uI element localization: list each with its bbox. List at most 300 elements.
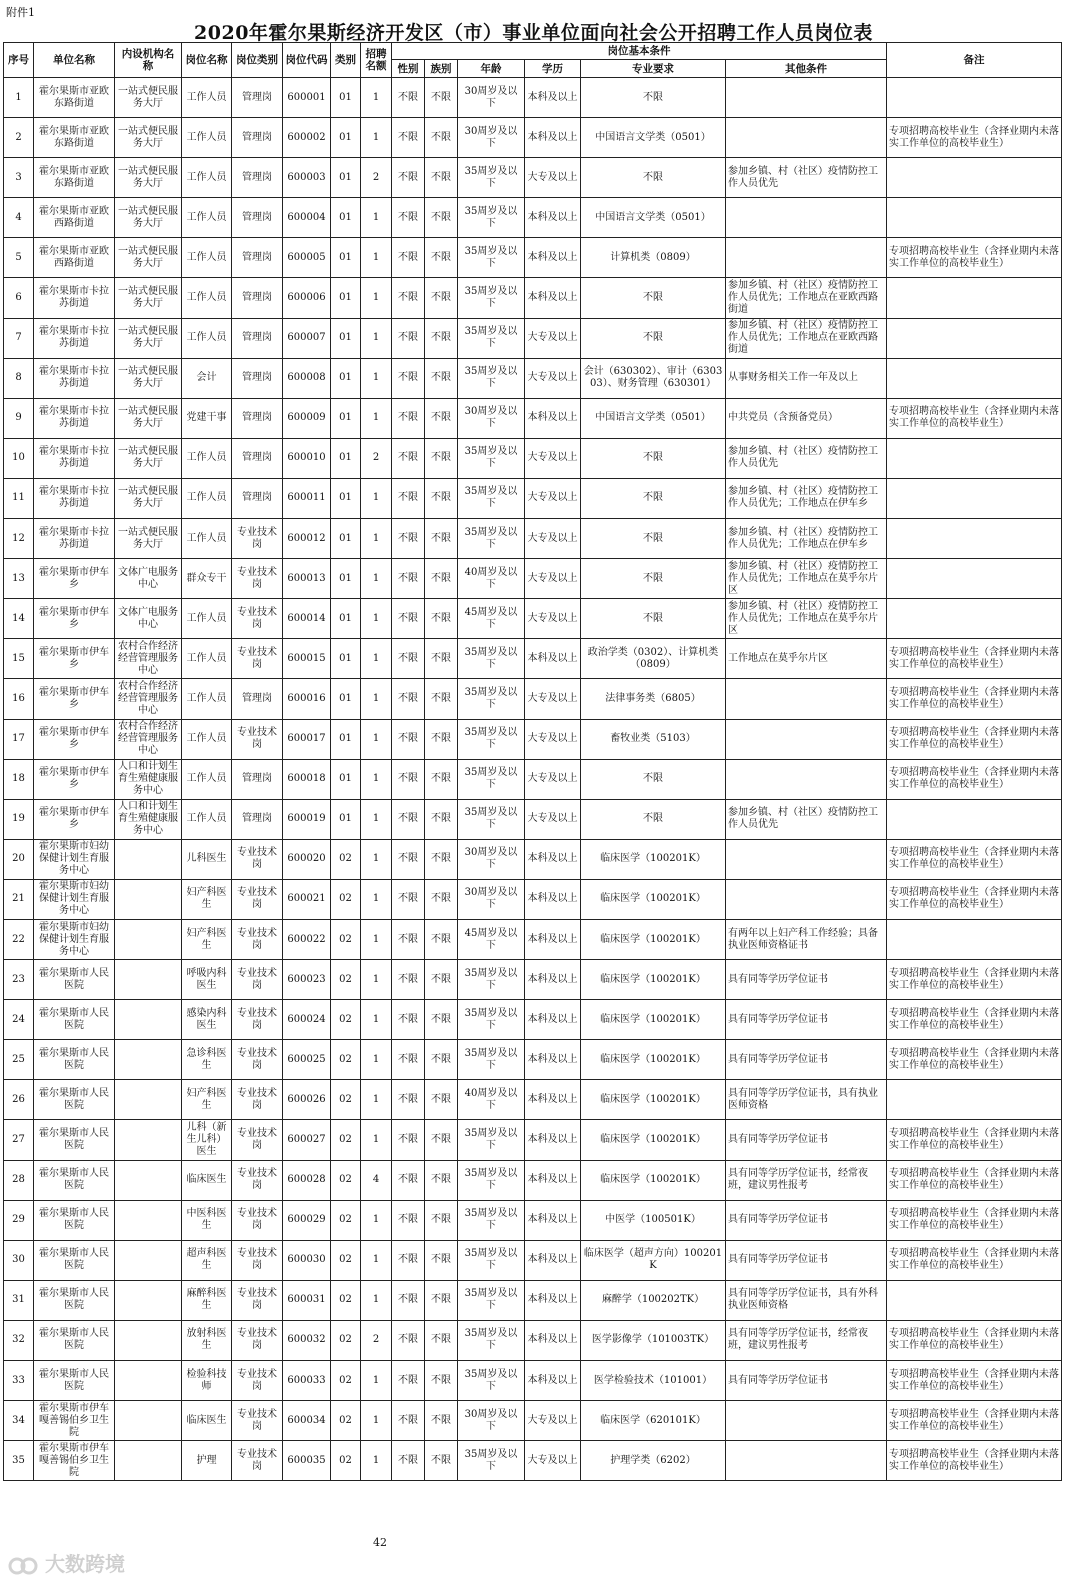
cell-major: 中医学（100501K） [581,1200,726,1240]
cell-post: 妇产科医生 [182,879,232,919]
cell-cat: 02 [331,1040,361,1080]
cell-type: 管理岗 [232,478,283,518]
cell-age: 35周岁及以下 [458,438,525,478]
cell-unit: 霍尔果斯市卡拉苏街道 [34,478,115,518]
cell-cat: 02 [331,1320,361,1360]
cell-note [887,559,1062,599]
cell-note [887,78,1062,118]
cell-unit: 霍尔果斯市人民医院 [34,1040,115,1080]
cell-note [887,278,1062,318]
cell-unit: 霍尔果斯市人民医院 [34,1000,115,1040]
cell-other: 参加乡镇、村（社区）疫情防控工作人员优先；工作地点在伊车乡 [726,519,887,559]
cell-other: 工作地点在莫乎尔片区 [726,639,887,679]
cell-age: 35周岁及以下 [458,960,525,1000]
cell-major: 不限 [581,278,726,318]
cell-note [887,799,1062,839]
cell-age: 30周岁及以下 [458,839,525,879]
cell-unit: 霍尔果斯市妇幼保健计划生育服务中心 [34,839,115,879]
cell-note: 专项招聘高校毕业生（含择业期内未落实工作单位的高校毕业生） [887,1401,1062,1441]
cell-ethnic: 不限 [425,1361,458,1401]
cell-other [726,1441,887,1481]
cell-age: 30周岁及以下 [458,78,525,118]
cell-post: 临床医生 [182,1160,232,1200]
cell-count: 1 [361,1120,392,1160]
cell-cat: 01 [331,799,361,839]
cell-post: 工作人员 [182,318,232,358]
cell-ethnic: 不限 [425,478,458,518]
cell-type: 专业技术岗 [232,1040,283,1080]
cell-type: 专业技术岗 [232,1441,283,1481]
cell-ethnic: 不限 [425,1401,458,1441]
cell-post: 工作人员 [182,799,232,839]
cell-seq: 3 [4,158,34,198]
cell-age: 35周岁及以下 [458,1441,525,1481]
cell-cat: 02 [331,1000,361,1040]
cell-other: 参加乡镇、村（社区）疫情防控工作人员优先；工作地点在莫乎尔片区 [726,599,887,639]
cell-code: 600033 [283,1361,331,1401]
cell-code: 600009 [283,398,331,438]
cell-code: 600004 [283,198,331,238]
cell-post: 放射科医生 [182,1320,232,1360]
cell-note: 专项招聘高校毕业生（含择业期内未落实工作单位的高校毕业生） [887,1160,1062,1200]
cell-unit: 霍尔果斯市人民医院 [34,960,115,1000]
table-row [4,1441,1062,1481]
cell-type: 管理岗 [232,118,283,158]
cell-dept [115,960,182,1000]
cell-age: 35周岁及以下 [458,198,525,238]
cell-dept [115,1441,182,1481]
cell-edu: 本科及以上 [525,960,581,1000]
cell-dept [115,1080,182,1120]
cell-type: 管理岗 [232,799,283,839]
cell-cat: 02 [331,1160,361,1200]
cell-post: 中医科医生 [182,1200,232,1240]
cell-dept: 一站式便民服务大厅 [115,278,182,318]
table-row [4,799,1062,839]
cell-major: 护理学类（6202） [581,1441,726,1481]
attachment-label: 附件1 [6,6,35,19]
cell-edu: 大专及以上 [525,559,581,599]
cell-seq: 25 [4,1040,34,1080]
cell-unit: 霍尔果斯市人民医院 [34,1120,115,1160]
cell-post: 工作人员 [182,238,232,278]
cell-seq: 27 [4,1120,34,1160]
cell-unit: 霍尔果斯市亚欧东路街道 [34,78,115,118]
cell-age: 40周岁及以下 [458,559,525,599]
cell-post: 超声科医生 [182,1240,232,1280]
cell-unit: 霍尔果斯市伊车乡 [34,679,115,719]
cell-type: 管理岗 [232,158,283,198]
cell-unit: 霍尔果斯市人民医院 [34,1080,115,1120]
header-code: 岗位代码 [283,43,331,78]
cell-edu: 本科及以上 [525,1200,581,1240]
cell-dept: 农村合作经济经营管理服务中心 [115,719,182,759]
cell-note: 专项招聘高校毕业生（含择业期内未落实工作单位的高校毕业生） [887,1361,1062,1401]
cell-ethnic: 不限 [425,238,458,278]
cell-cat: 01 [331,519,361,559]
cell-post: 检验科技师 [182,1361,232,1401]
cell-code: 600024 [283,1000,331,1040]
cell-code: 600023 [283,960,331,1000]
cell-count: 1 [361,118,392,158]
cell-dept: 一站式便民服务大厅 [115,318,182,358]
cell-code: 600031 [283,1280,331,1320]
cell-type: 专业技术岗 [232,559,283,599]
cell-unit: 霍尔果斯市伊车乡 [34,599,115,639]
job-table [3,42,1062,1481]
cell-other [726,198,887,238]
cell-unit: 霍尔果斯市人民医院 [34,1160,115,1200]
cell-other [726,679,887,719]
cell-code: 600016 [283,679,331,719]
cell-post: 工作人员 [182,639,232,679]
cell-count: 1 [361,559,392,599]
cell-seq: 14 [4,599,34,639]
cell-type: 管理岗 [232,679,283,719]
cell-other: 具有同等学历学位证书 [726,1200,887,1240]
table-row [4,1280,1062,1320]
cell-code: 600032 [283,1320,331,1360]
cell-type: 管理岗 [232,318,283,358]
header-ethnic: 族别 [425,60,458,78]
cell-other: 具有同等学历学位证书，经常夜班，建议男性报考 [726,1320,887,1360]
cell-count: 1 [361,1401,392,1441]
cell-other: 参加乡镇、村（社区）疫情防控工作人员优先 [726,158,887,198]
cell-seq: 20 [4,839,34,879]
cell-ethnic: 不限 [425,358,458,398]
cell-post: 工作人员 [182,519,232,559]
cell-other: 参加乡镇、村（社区）疫情防控工作人员优先；工作地点在亚欧西路街道 [726,278,887,318]
cell-unit: 霍尔果斯市伊车乡 [34,559,115,599]
cell-unit: 霍尔果斯市卡拉苏街道 [34,278,115,318]
cell-gender: 不限 [392,1441,425,1481]
cell-count: 1 [361,599,392,639]
cell-unit: 霍尔果斯市伊车嘎善锡伯乡卫生院 [34,1401,115,1441]
cell-ethnic: 不限 [425,759,458,799]
cell-post: 妇产科医生 [182,1080,232,1120]
cell-count: 1 [361,238,392,278]
cell-ethnic: 不限 [425,1320,458,1360]
cell-dept: 一站式便民服务大厅 [115,198,182,238]
cell-code: 600029 [283,1200,331,1240]
cell-note: 专项招聘高校毕业生（含择业期内未落实工作单位的高校毕业生） [887,1320,1062,1360]
cell-code: 600012 [283,519,331,559]
cell-seq: 29 [4,1200,34,1240]
cell-edu: 本科及以上 [525,1120,581,1160]
cell-code: 600015 [283,639,331,679]
cell-cat: 02 [331,1401,361,1441]
cell-code: 600008 [283,358,331,398]
cell-age: 35周岁及以下 [458,318,525,358]
cell-gender: 不限 [392,759,425,799]
cell-post: 工作人员 [182,679,232,719]
table-row [4,318,1062,358]
cell-other: 具有同等学历学位证书 [726,1361,887,1401]
cell-cat: 02 [331,1441,361,1481]
cell-count: 1 [361,78,392,118]
cell-cat: 01 [331,78,361,118]
cell-note [887,478,1062,518]
table-row [4,118,1062,158]
cell-code: 600026 [283,1080,331,1120]
cell-type: 专业技术岗 [232,719,283,759]
table-row [4,759,1062,799]
cell-major: 医学检验技术（101001） [581,1361,726,1401]
cell-unit: 霍尔果斯市伊车嘎善锡伯乡卫生院 [34,1441,115,1481]
cell-unit: 霍尔果斯市人民医院 [34,1320,115,1360]
header-age: 年龄 [458,60,525,78]
table-row [4,238,1062,278]
cell-seq: 16 [4,679,34,719]
cell-edu: 本科及以上 [525,118,581,158]
cell-type: 管理岗 [232,358,283,398]
cell-post: 工作人员 [182,278,232,318]
cell-major: 不限 [581,799,726,839]
cell-other: 具有同等学历学位证书 [726,1000,887,1040]
cell-unit: 霍尔果斯市人民医院 [34,1240,115,1280]
cell-major: 中国语言文学类（0501） [581,118,726,158]
cell-ethnic: 不限 [425,1441,458,1481]
cell-dept [115,1120,182,1160]
cell-note: 专项招聘高校毕业生（含择业期内未落实工作单位的高校毕业生） [887,879,1062,919]
cell-major: 不限 [581,759,726,799]
cell-post: 工作人员 [182,158,232,198]
cell-age: 35周岁及以下 [458,1120,525,1160]
cell-note: 专项招聘高校毕业生（含择业期内未落实工作单位的高校毕业生） [887,960,1062,1000]
cell-gender: 不限 [392,1240,425,1280]
page-title: 2020年霍尔果斯经济开发区（市）事业单位面向社会公开招聘工作人员岗位表 [194,22,873,44]
cell-type: 专业技术岗 [232,1320,283,1360]
cell-count: 1 [361,1240,392,1280]
cell-major: 中国语言文学类（0501） [581,198,726,238]
cell-ethnic: 不限 [425,519,458,559]
cell-ethnic: 不限 [425,158,458,198]
cell-major: 会计（630302）、审计（630303）、财务管理（630301） [581,358,726,398]
cell-ethnic: 不限 [425,1200,458,1240]
cell-gender: 不限 [392,1040,425,1080]
cell-seq: 2 [4,118,34,158]
cell-code: 600025 [283,1040,331,1080]
cell-type: 专业技术岗 [232,1120,283,1160]
cell-gender: 不限 [392,919,425,959]
cell-other [726,719,887,759]
cell-type: 专业技术岗 [232,519,283,559]
cell-type: 专业技术岗 [232,1280,283,1320]
cell-gender: 不限 [392,438,425,478]
cell-gender: 不限 [392,158,425,198]
cell-age: 40周岁及以下 [458,1080,525,1120]
cell-dept [115,919,182,959]
cell-ethnic: 不限 [425,839,458,879]
cell-ethnic: 不限 [425,1160,458,1200]
cell-note: 专项招聘高校毕业生（含择业期内未落实工作单位的高校毕业生） [887,1120,1062,1160]
cell-seq: 24 [4,1000,34,1040]
cell-other: 参加乡镇、村（社区）疫情防控工作人员优先；工作地点在伊车乡 [726,478,887,518]
cell-unit: 霍尔果斯市妇幼保健计划生育服务中心 [34,919,115,959]
cell-unit: 霍尔果斯市伊车乡 [34,639,115,679]
table-row [4,1000,1062,1040]
cell-unit: 霍尔果斯市妇幼保健计划生育服务中心 [34,879,115,919]
cell-post: 会计 [182,358,232,398]
cell-edu: 本科及以上 [525,1000,581,1040]
cell-code: 600017 [283,719,331,759]
cell-age: 35周岁及以下 [458,799,525,839]
table-row [4,1401,1062,1441]
table-row [4,719,1062,759]
cell-dept: 文体广电服务中心 [115,559,182,599]
cell-major: 计算机类（0809） [581,238,726,278]
cell-edu: 本科及以上 [525,639,581,679]
cell-gender: 不限 [392,78,425,118]
cell-dept: 一站式便民服务大厅 [115,398,182,438]
cell-major: 不限 [581,559,726,599]
cell-gender: 不限 [392,358,425,398]
cell-other: 参加乡镇、村（社区）疫情防控工作人员优先 [726,799,887,839]
cell-dept: 农村合作经济经营管理服务中心 [115,639,182,679]
cell-age: 35周岁及以下 [458,278,525,318]
cell-age: 35周岁及以下 [458,1160,525,1200]
cell-seq: 9 [4,398,34,438]
cell-age: 35周岁及以下 [458,1200,525,1240]
cell-other [726,118,887,158]
header-basic-conditions: 岗位基本条件 [392,43,887,60]
cell-ethnic: 不限 [425,398,458,438]
cell-seq: 34 [4,1401,34,1441]
cell-other: 具有同等学历学位证书，具有外科执业医师资格 [726,1280,887,1320]
cell-edu: 大专及以上 [525,799,581,839]
table-row [4,478,1062,518]
cell-unit: 霍尔果斯市亚欧西路街道 [34,238,115,278]
cell-dept: 一站式便民服务大厅 [115,438,182,478]
cell-edu: 本科及以上 [525,1280,581,1320]
cell-type: 专业技术岗 [232,1000,283,1040]
cell-age: 35周岁及以下 [458,719,525,759]
cell-dept [115,1401,182,1441]
cell-post: 呼吸内科医生 [182,960,232,1000]
table-row [4,158,1062,198]
cell-seq: 5 [4,238,34,278]
cell-other [726,1401,887,1441]
cell-note: 专项招聘高校毕业生（含择业期内未落实工作单位的高校毕业生） [887,1040,1062,1080]
table-row [4,559,1062,599]
cell-code: 600030 [283,1240,331,1280]
cell-major: 畜牧业类（5103） [581,719,726,759]
table-row [4,1361,1062,1401]
cell-count: 1 [361,639,392,679]
header-gender: 性别 [392,60,425,78]
cell-code: 600021 [283,879,331,919]
cell-other: 中共党员（含预备党员） [726,398,887,438]
cell-ethnic: 不限 [425,278,458,318]
cell-gender: 不限 [392,198,425,238]
cell-type: 专业技术岗 [232,1240,283,1280]
cell-dept [115,1160,182,1200]
cell-type: 专业技术岗 [232,639,283,679]
cell-cat: 01 [331,278,361,318]
cell-count: 1 [361,1280,392,1320]
cell-note [887,198,1062,238]
cell-age: 35周岁及以下 [458,1000,525,1040]
cell-edu: 本科及以上 [525,919,581,959]
cell-seq: 4 [4,198,34,238]
cell-post: 儿科医生 [182,839,232,879]
table-row [4,198,1062,238]
cell-major: 中国语言文学类（0501） [581,398,726,438]
cell-gender: 不限 [392,1000,425,1040]
cell-major: 临床医学（100201K） [581,1040,726,1080]
cell-gender: 不限 [392,278,425,318]
header-type: 岗位类别 [232,43,283,78]
cell-unit: 霍尔果斯市亚欧西路街道 [34,198,115,238]
cell-type: 专业技术岗 [232,1401,283,1441]
cell-cat: 01 [331,318,361,358]
cell-ethnic: 不限 [425,559,458,599]
cell-code: 600014 [283,599,331,639]
cell-code: 600011 [283,478,331,518]
cell-ethnic: 不限 [425,1040,458,1080]
cell-edu: 大专及以上 [525,438,581,478]
cell-seq: 23 [4,960,34,1000]
cell-type: 专业技术岗 [232,599,283,639]
cell-age: 35周岁及以下 [458,1240,525,1280]
cell-gender: 不限 [392,679,425,719]
watermark [8,1548,148,1578]
cell-gender: 不限 [392,719,425,759]
cell-other: 具有同等学历学位证书，经常夜班，建议男性报考 [726,1160,887,1200]
cell-major: 临床医学（100201K） [581,879,726,919]
cell-note [887,1080,1062,1120]
cell-unit: 霍尔果斯市亚欧东路街道 [34,118,115,158]
cell-cat: 01 [331,398,361,438]
cell-count: 1 [361,839,392,879]
cell-edu: 大专及以上 [525,679,581,719]
cell-dept: 一站式便民服务大厅 [115,158,182,198]
cell-major: 不限 [581,78,726,118]
cell-type: 专业技术岗 [232,960,283,1000]
cell-other: 具有同等学历学位证书 [726,1240,887,1280]
cell-edu: 大专及以上 [525,599,581,639]
cell-post: 工作人员 [182,78,232,118]
cell-code: 600007 [283,318,331,358]
page-number: 42 [373,1536,387,1549]
cell-dept [115,839,182,879]
cell-seq: 11 [4,478,34,518]
table-row [4,879,1062,919]
cell-post: 工作人员 [182,118,232,158]
cell-seq: 13 [4,559,34,599]
cell-post: 工作人员 [182,599,232,639]
cell-ethnic: 不限 [425,198,458,238]
cell-major: 临床医学（100201K） [581,1000,726,1040]
cell-unit: 霍尔果斯市伊车乡 [34,799,115,839]
cell-major: 不限 [581,599,726,639]
cell-age: 30周岁及以下 [458,398,525,438]
cell-gender: 不限 [392,839,425,879]
cell-cat: 01 [331,358,361,398]
cell-dept [115,1240,182,1280]
cell-edu: 大专及以上 [525,358,581,398]
cell-count: 1 [361,919,392,959]
cell-other: 参加乡镇、村（社区）疫情防控工作人员优先；工作地点在莫乎尔片区 [726,559,887,599]
cell-post: 临床医生 [182,1401,232,1441]
cell-edu: 大专及以上 [525,478,581,518]
cell-post: 工作人员 [182,438,232,478]
cell-cat: 02 [331,839,361,879]
cell-age: 30周岁及以下 [458,1401,525,1441]
cell-dept: 一站式便民服务大厅 [115,118,182,158]
cell-age: 30周岁及以下 [458,879,525,919]
cell-gender: 不限 [392,1361,425,1401]
